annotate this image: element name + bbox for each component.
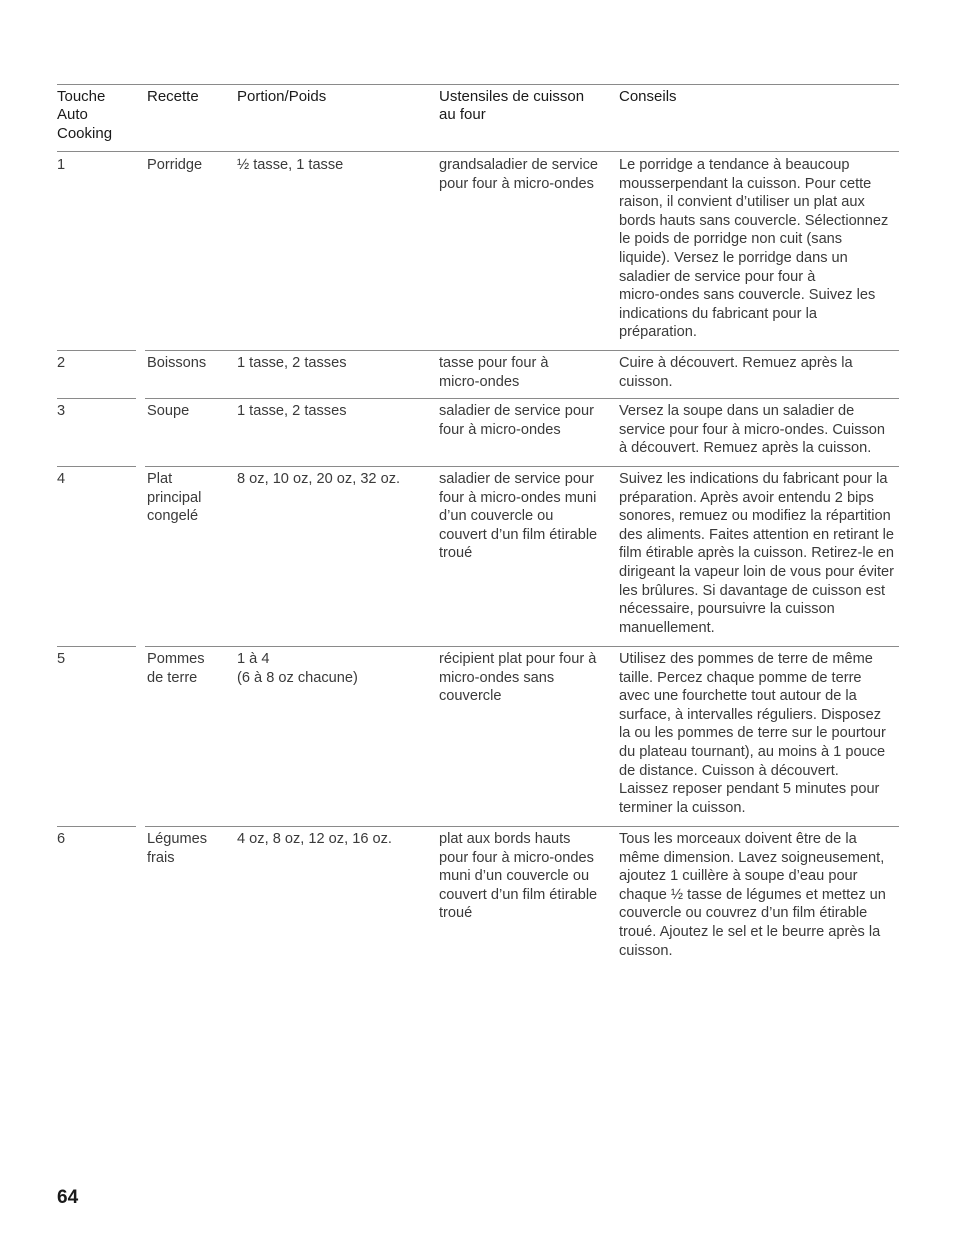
cell-portion: 8 oz, 10 oz, 20 oz, 32 oz. — [237, 471, 401, 487]
cell-conseils: Utilisez des pommes de terre de même taille. Percez chaque pomme de terre avec une fourchette tout autour de la surface, à intervalles réguliers. Disposez la ou les pommes de terre sur le pourtour du plateau tournant), au moins à 1 pouce de distance. Cuisson à découvert. Laissez reposer pendant 5 minutes pour terminer la cuisson. — [619, 651, 886, 816]
cell-touche: 6 — [57, 831, 66, 847]
page-number: 64 — [57, 1187, 79, 1208]
cell-touche: 1 — [57, 157, 66, 173]
cell-conseils: Versez la soupe dans un saladier de service pour four à micro-ondes. Cuisson à découvert. Remuez après la cuisson. — [619, 403, 886, 457]
table-row — [57, 152, 899, 350]
auto-cooking-table — [57, 84, 899, 976]
cell-conseils: Le porridge a tendance à beaucoup mousserpendant la cuisson. Pour cette raison, il convient d’utiliser un plat aux bords hauts sans couvercle. Sélectionnez le poids de porridge non cuit (sans liquide). Versez le porridge dans un saladier de service pour four à micro-ondes sans couvercle. Suivez les indications du fabricant pour la préparation. — [619, 157, 889, 341]
cell-recette: Boissons — [147, 355, 207, 371]
header-recette: Recette — [147, 88, 199, 105]
cell-conseils: Suivez les indications du fabricant pour la préparation. Après avoir entendu 2 bips sonores, remuez ou modifiez la répartition des aliments. Faites attention en retirant le film étirable après la cuisson. Retirez-le en dirigeant la vapeur loin de vous pour éviter les brûlures. Si davantage de cuisson est nécessaire, poursuivre la cuisson manuellement. — [619, 471, 895, 636]
cell-portion: 4 oz, 8 oz, 12 oz, 16 oz. — [237, 831, 392, 847]
cell-ustensiles: grandsaladier de service pour four à micro-ondes — [439, 157, 598, 192]
cell-touche: 4 — [57, 471, 66, 487]
table-row — [57, 350, 899, 398]
table-row — [57, 826, 899, 976]
cell-recette: Plat principal congelé — [147, 471, 202, 525]
cell-touche: 5 — [57, 651, 66, 667]
header-touche: Touche Auto Cooking — [57, 88, 113, 142]
header-conseils: Conseils — [619, 88, 677, 105]
cell-portion: 1 à 4 (6 à 8 oz chacune) — [237, 651, 358, 686]
cell-recette: Soupe — [147, 403, 190, 419]
cell-portion: 1 tasse, 2 tasses — [237, 403, 347, 419]
cell-recette: Porridge — [147, 157, 203, 173]
table-row — [57, 466, 899, 646]
cell-conseils: Cuire à découvert. Remuez après la cuisson. — [619, 355, 853, 390]
table-row — [57, 398, 899, 466]
cell-conseils: Tous les morceaux doivent être de la même dimension. Lavez soigneusement, ajoutez 1 cuillère à soupe d’eau pour chaque ½ tasse de légumes et mettez un couvercle ou couvrez d’un film étirable troué. Ajoutez le sel et le beurre après la cuisson. — [619, 831, 886, 959]
cell-ustensiles: récipient plat pour four à micro-ondes sans couvercle — [439, 651, 597, 705]
table-header — [57, 84, 899, 152]
header-portion: Portion/Poids — [237, 88, 327, 105]
cell-ustensiles: tasse pour four à micro-ondes — [439, 355, 549, 390]
cell-recette: Pommes de terre — [147, 651, 205, 686]
cell-portion: ½ tasse, 1 tasse — [237, 157, 344, 173]
cell-ustensiles: saladier de service pour four à micro-ondes — [439, 403, 594, 438]
cell-ustensiles: plat aux bords hauts pour four à micro-ondes muni d’un couvercle ou couvert d’un film étirable troué — [439, 831, 598, 922]
cell-recette: Légumes frais — [147, 831, 208, 866]
cell-touche: 2 — [57, 355, 66, 371]
cell-portion: 1 tasse, 2 tasses — [237, 355, 347, 371]
table-row — [57, 646, 899, 826]
cell-ustensiles: saladier de service pour four à micro-ondes muni d’un couvercle ou couvert d’un film étirable troué — [439, 471, 598, 562]
header-ustensiles: Ustensiles de cuisson au four — [439, 88, 585, 124]
cell-touche: 3 — [57, 403, 66, 419]
